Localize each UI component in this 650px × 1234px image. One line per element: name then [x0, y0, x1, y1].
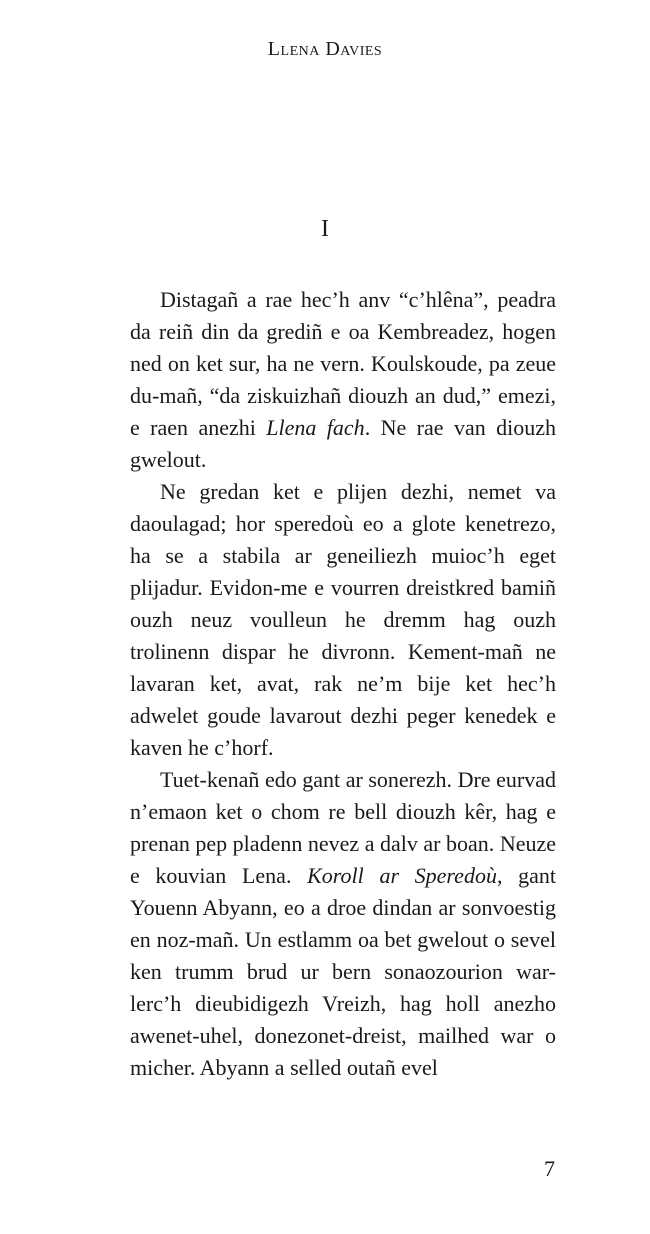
body-text	[130, 284, 556, 1084]
paragraph-3-italic-title: Koroll ar Speredoù	[307, 863, 497, 888]
paragraph-2-text: Ne gredan ket e plijen dezhi, nemet va daoulagad; hor speredoù eo a glote kenetrezo, ha se a stabila ar geneiliezh muioc’h eget plijadur. Evidon-me e vourren dreistkred bamiñ ouzh neuz voulleun he dremm hag ouzh trolinenn dispar he divronn. Kement-mañ ne lavaran ket, avat, rak ne’m bije ket hec’h adwelet goude lavarout dezhi peger kenedek e kaven he c’horf.	[130, 479, 556, 760]
running-header: Llena Davies	[267, 38, 383, 60]
page-number: 7	[544, 1156, 555, 1181]
paragraph-1-italic-phrase: Llena fach	[266, 415, 365, 440]
chapter-number: I	[321, 216, 329, 242]
paragraph-1-text-a: Distagañ a rae hec’h anv “c’hlêna”, peadra da reiñ din da grediñ e oa Kembreadez, hogen ned on ket sur, ha ne vern. Koulskoude, pa zeue du-mañ, “da ziskuizhañ diouzh an dud,” emezi, e raen anezhi	[130, 287, 556, 440]
paragraph-1-text-c: . Ne rae van diouzh gwelout.	[130, 415, 556, 472]
paragraph-2	[130, 476, 556, 764]
paragraph-1	[130, 284, 556, 476]
paragraph-3-text-a: Tuet-kenañ edo gant ar sonerezh. Dre eurvad n’emaon ket o chom re bell diouzh kêr, hag e prenan pep pladenn nevez a dalv ar boan. Neuze e kouvian Lena.	[130, 767, 556, 888]
paragraph-3	[130, 764, 556, 1084]
paragraph-3-text-c: , gant Youenn Abyann, eo a droe dindan ar sonvoestig en noz-mañ. Un estlamm oa bet gwelout o sevel ken trumm brud ur bern sonaozourion war-lerc’h dieubidigezh Vreizh, hag holl anezho awenet-uhel, donezonet-dreist, mailhed war o micher. Abyann a selled outañ evel	[130, 863, 556, 1080]
